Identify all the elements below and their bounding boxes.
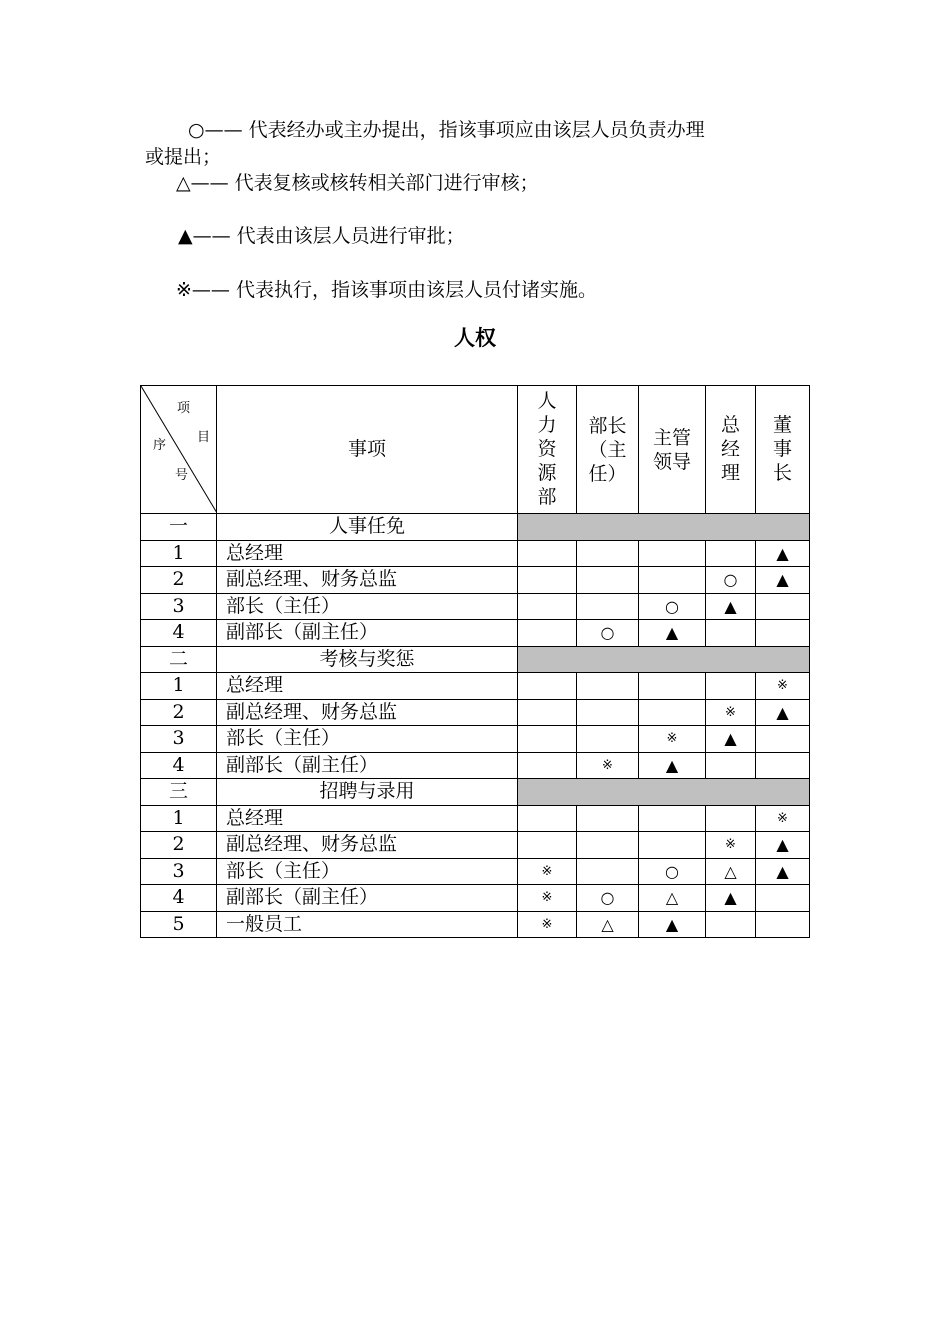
header-hr-char: 人 [537, 390, 557, 412]
header-dept-line: （主 [588, 438, 627, 461]
row-number: 5 [141, 911, 217, 938]
cell-dept [577, 593, 639, 620]
cell-leader: △ [639, 885, 706, 912]
cell-gm [706, 805, 756, 832]
cell-gm [706, 540, 756, 567]
cell-dept [577, 699, 639, 726]
row-number: 1 [141, 540, 217, 567]
header-dept-line: 任） [588, 462, 627, 485]
cell-hr [518, 567, 577, 594]
legend-filled-triangle-text: 代表由该层人员进行审批； [230, 225, 465, 247]
row-item: 副总经理、财务总监 [217, 567, 518, 594]
row-number: 2 [141, 567, 217, 594]
cell-dept: ○ [577, 885, 639, 912]
header-leader-line: 领导 [652, 450, 691, 473]
cell-leader: ▲ [639, 752, 706, 779]
cell-chair: ※ [756, 805, 810, 832]
row-number: 3 [141, 726, 217, 753]
cell-dept [577, 567, 639, 594]
cell-chair [756, 911, 810, 938]
header-hr-char: 源 [537, 462, 557, 484]
cell-hr: ※ [518, 885, 577, 912]
legend-circle-text: 代表经办或主办提出，指该事项应由该层人员负责办理 [242, 119, 705, 141]
legend-line-2 [176, 170, 539, 197]
cell-leader [639, 699, 706, 726]
row-item: 总经理 [217, 673, 518, 700]
header-chair-char: 事 [772, 438, 792, 460]
row-number: 1 [141, 673, 217, 700]
cell-hr: ※ [518, 911, 577, 938]
table-row [141, 885, 810, 912]
cell-leader: ※ [639, 726, 706, 753]
cell-gm: ▲ [706, 593, 756, 620]
cell-dept [577, 673, 639, 700]
cell-gm [706, 620, 756, 647]
cell-leader: ○ [639, 593, 706, 620]
row-item: 副部长（副主任） [217, 620, 518, 647]
row-number: 4 [141, 620, 217, 647]
cell-chair [756, 593, 810, 620]
cell-chair: ▲ [756, 832, 810, 859]
header-leader [639, 386, 706, 514]
table-row [141, 699, 810, 726]
section-number: 二 [141, 646, 217, 673]
cell-hr [518, 699, 577, 726]
table-row [141, 593, 810, 620]
corner-label-top: 项 [177, 401, 191, 416]
cell-chair [756, 752, 810, 779]
legend-filled-triangle-symbol: ▲—— [178, 225, 231, 247]
row-number: 3 [141, 858, 217, 885]
header-leader-line: 主管 [652, 426, 691, 449]
section-name: 考核与奖惩 [217, 646, 518, 673]
row-item: 副总经理、财务总监 [217, 699, 518, 726]
row-item: 部长（主任） [217, 593, 518, 620]
cell-hr [518, 805, 577, 832]
cell-leader [639, 567, 706, 594]
section-shaded-cell [518, 514, 810, 541]
cell-chair: ▲ [756, 699, 810, 726]
cell-chair: ※ [756, 673, 810, 700]
corner-label-right: 目 [197, 430, 211, 445]
authority-table [140, 385, 810, 938]
corner-label-left: 序 [153, 438, 167, 453]
cell-leader [639, 805, 706, 832]
table-row [141, 567, 810, 594]
header-gm-char: 总 [720, 414, 740, 436]
row-number: 2 [141, 832, 217, 859]
cell-leader [639, 673, 706, 700]
header-chair-char: 董 [772, 414, 792, 436]
section-title: 人权 [454, 326, 496, 350]
corner-label-bottom: 号 [175, 468, 189, 483]
header-dept-line: 部长 [588, 414, 627, 437]
table-row [141, 805, 810, 832]
legend-line-4 [176, 277, 597, 304]
table-row [141, 673, 810, 700]
cell-leader [639, 832, 706, 859]
section-row [141, 514, 810, 541]
row-number: 2 [141, 699, 217, 726]
row-number: 4 [141, 885, 217, 912]
cell-chair [756, 726, 810, 753]
cell-gm: ▲ [706, 726, 756, 753]
header-hr [518, 386, 577, 514]
cell-chair [756, 620, 810, 647]
cell-gm: ※ [706, 699, 756, 726]
cell-gm [706, 752, 756, 779]
row-item: 部长（主任） [217, 858, 518, 885]
section-shaded-cell [518, 779, 810, 806]
header-hr-char: 部 [537, 486, 557, 508]
row-item: 副部长（副主任） [217, 885, 518, 912]
section-number: 一 [141, 514, 217, 541]
header-item: 事项 [217, 386, 518, 514]
cell-gm: ※ [706, 832, 756, 859]
row-number: 4 [141, 752, 217, 779]
row-item: 副总经理、财务总监 [217, 832, 518, 859]
row-item: 部长（主任） [217, 726, 518, 753]
cell-dept: ○ [577, 620, 639, 647]
cell-leader: ○ [639, 858, 706, 885]
section-row [141, 779, 810, 806]
row-item: 一般员工 [217, 911, 518, 938]
section-shaded-cell [518, 646, 810, 673]
legend-reference-mark-symbol: ※—— [176, 279, 230, 301]
cell-leader: ▲ [639, 911, 706, 938]
table-row [141, 620, 810, 647]
header-dept [577, 386, 639, 514]
header-hr-char: 资 [537, 438, 557, 460]
cell-dept: △ [577, 911, 639, 938]
row-number: 1 [141, 805, 217, 832]
legend-line-1-cont: 或提出； [145, 146, 222, 168]
section-number: 三 [141, 779, 217, 806]
cell-chair: ▲ [756, 540, 810, 567]
header-gm [706, 386, 756, 514]
legend-reference-mark-text: 代表执行，指该事项由该层人员付诸实施。 [229, 279, 597, 301]
table-row [141, 540, 810, 567]
header-gm-char: 经 [720, 438, 740, 460]
cell-hr [518, 726, 577, 753]
row-number: 3 [141, 593, 217, 620]
row-item: 副部长（副主任） [217, 752, 518, 779]
cell-chair [756, 885, 810, 912]
header-chair-char: 长 [772, 462, 792, 484]
cell-chair: ▲ [756, 567, 810, 594]
legend-circle-symbol: ○—— [188, 119, 243, 141]
cell-gm: ▲ [706, 885, 756, 912]
cell-dept [577, 726, 639, 753]
cell-hr [518, 673, 577, 700]
cell-hr [518, 540, 577, 567]
section-row [141, 646, 810, 673]
diagonal-header-cell [141, 386, 217, 514]
cell-hr [518, 593, 577, 620]
cell-dept: ※ [577, 752, 639, 779]
cell-gm: △ [706, 858, 756, 885]
cell-chair: ▲ [756, 858, 810, 885]
header-chair [756, 386, 810, 514]
section-name: 人事任免 [217, 514, 518, 541]
table-row [141, 726, 810, 753]
cell-hr [518, 620, 577, 647]
cell-leader: ▲ [639, 620, 706, 647]
cell-hr [518, 832, 577, 859]
table-row [141, 858, 810, 885]
cell-hr: ※ [518, 858, 577, 885]
legend-triangle-text: 代表复核或核转相关部门进行审核； [228, 172, 539, 194]
table-row [141, 911, 810, 938]
section-name: 招聘与录用 [217, 779, 518, 806]
legend-line-1 [188, 117, 705, 144]
cell-dept [577, 805, 639, 832]
header-gm-char: 理 [720, 462, 740, 484]
cell-dept [577, 832, 639, 859]
header-hr-char: 力 [537, 414, 557, 436]
header-row [141, 386, 810, 514]
row-item: 总经理 [217, 540, 518, 567]
legend-triangle-symbol: △—— [176, 172, 229, 194]
table-row [141, 752, 810, 779]
cell-gm [706, 911, 756, 938]
cell-leader [639, 540, 706, 567]
row-item: 总经理 [217, 805, 518, 832]
cell-hr [518, 752, 577, 779]
cell-dept [577, 540, 639, 567]
legend-line-3 [178, 223, 465, 250]
cell-gm [706, 673, 756, 700]
cell-dept [577, 858, 639, 885]
cell-gm: ○ [706, 567, 756, 594]
table-row [141, 832, 810, 859]
